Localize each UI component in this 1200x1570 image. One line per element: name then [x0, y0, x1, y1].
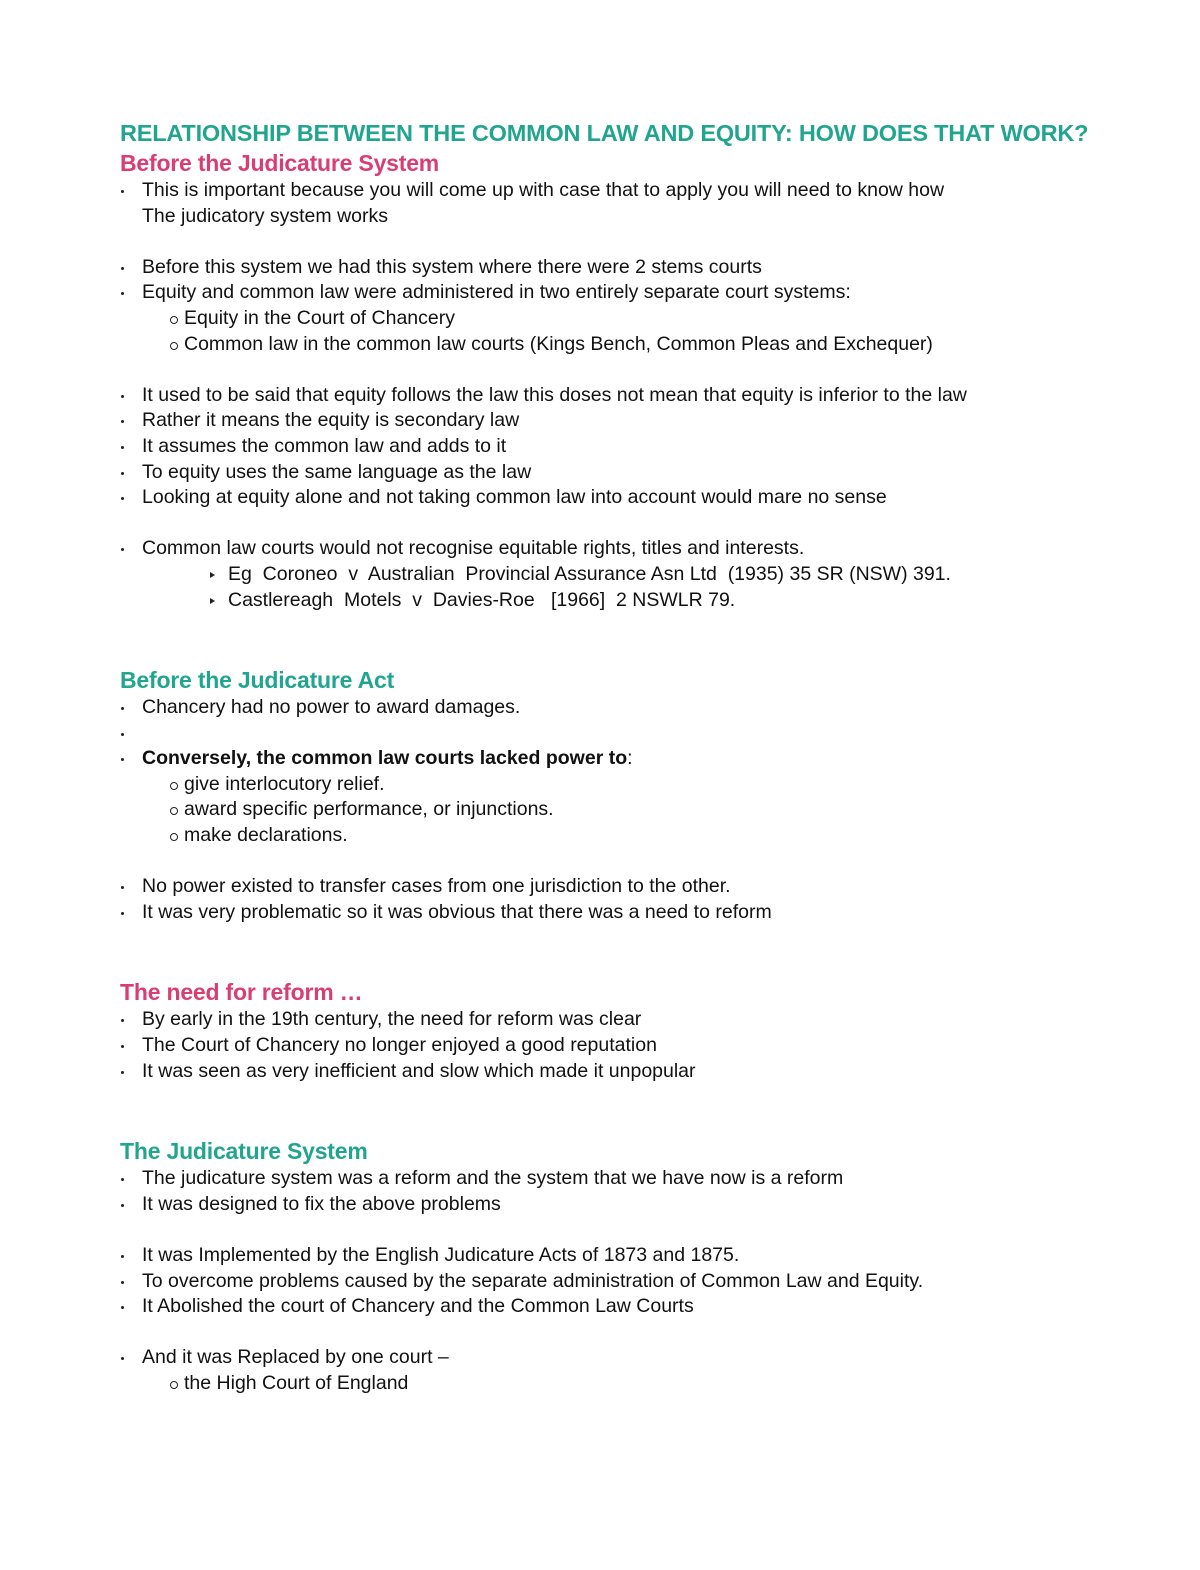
list-item: Equity and common law were administered in two entirely separate court systems:	[142, 281, 851, 304]
list-item: It assumes the common law and adds to it	[142, 434, 507, 457]
case-citation: Eg Coroneo v Australian Provincial Assurance Asn Ltd (1935) 35 SR (NSW) 391.	[228, 562, 951, 585]
list-item: Conversely, the common law courts lacked power to:	[142, 747, 633, 770]
list-item: Common law courts would not recognise equitable rights, titles and interests.	[142, 537, 805, 560]
list-item-continuation: The judicatory system works	[142, 204, 388, 227]
list-item: To equity uses the same language as the law	[142, 460, 532, 483]
list-item: This is important because you will come up with case that to apply you will need to know how	[142, 179, 945, 201]
document-title: RELATIONSHIP BETWEEN THE COMMON LAW AND EQUITY: HOW DOES THAT WORK?	[120, 120, 1089, 146]
case-citation: Castlereagh Motels v Davies-Roe [1966] 2 NSWLR 79.	[228, 588, 736, 611]
list-item: It Abolished the court of Chancery and the Common Law Courts	[142, 1295, 694, 1318]
heading-need-for-reform: The need for reform …	[120, 979, 363, 1006]
heading-before-judicature-act: Before the Judicature Act	[120, 667, 395, 694]
list-item: It used to be said that equity follows the law this doses not mean that equity is inferior to the law	[142, 383, 967, 406]
list-item: No power existed to transfer cases from one jurisdiction to the other.	[142, 875, 731, 898]
heading-judicature-system: The Judicature System	[120, 1138, 368, 1165]
sub-list-item: Equity in the Court of Chancery	[184, 306, 455, 329]
list-item: It was seen as very inefficient and slow which made it unpopular	[142, 1059, 696, 1082]
list-item: Before this system we had this system where there were 2 stems courts	[142, 255, 762, 278]
heading-before-judicature-system: Before the Judicature System	[120, 150, 440, 176]
sub-list-item: give interlocutory relief.	[184, 772, 385, 795]
sub-list-item: make declarations.	[184, 824, 348, 847]
list-item: The judicature system was a reform and the system that we have now is a reform	[142, 1167, 844, 1190]
list-item: Chancery had no power to award damages.	[142, 696, 521, 719]
list-item: It was Implemented by the English Judicature Acts of 1873 and 1875.	[142, 1244, 740, 1266]
list-item: It was designed to fix the above problems	[142, 1192, 501, 1215]
list-item: And it was Replaced by one court –	[142, 1346, 449, 1369]
list-item: By early in the 19th century, the need for reform was clear	[142, 1008, 642, 1031]
list-item: Rather it means the equity is secondary law	[142, 409, 520, 432]
sub-list-item: the High Court of England	[184, 1371, 409, 1394]
list-item: Looking at equity alone and not taking common law into account would mare no sense	[142, 486, 887, 509]
list-item: The Court of Chancery no longer enjoyed a good reputation	[142, 1034, 657, 1057]
list-item: To overcome problems caused by the separate administration of Common Law and Equity.	[142, 1269, 924, 1292]
list-item-empty	[120, 721, 1100, 747]
sub-list-item: award specific performance, or injunctions.	[184, 798, 554, 821]
document-page	[120, 118, 1100, 1397]
sub-list-item: Common law in the common law courts (Kings Bench, Common Pleas and Exchequer)	[184, 332, 933, 355]
list-item: It was very problematic so it was obvious that there was a need to reform	[142, 900, 772, 923]
